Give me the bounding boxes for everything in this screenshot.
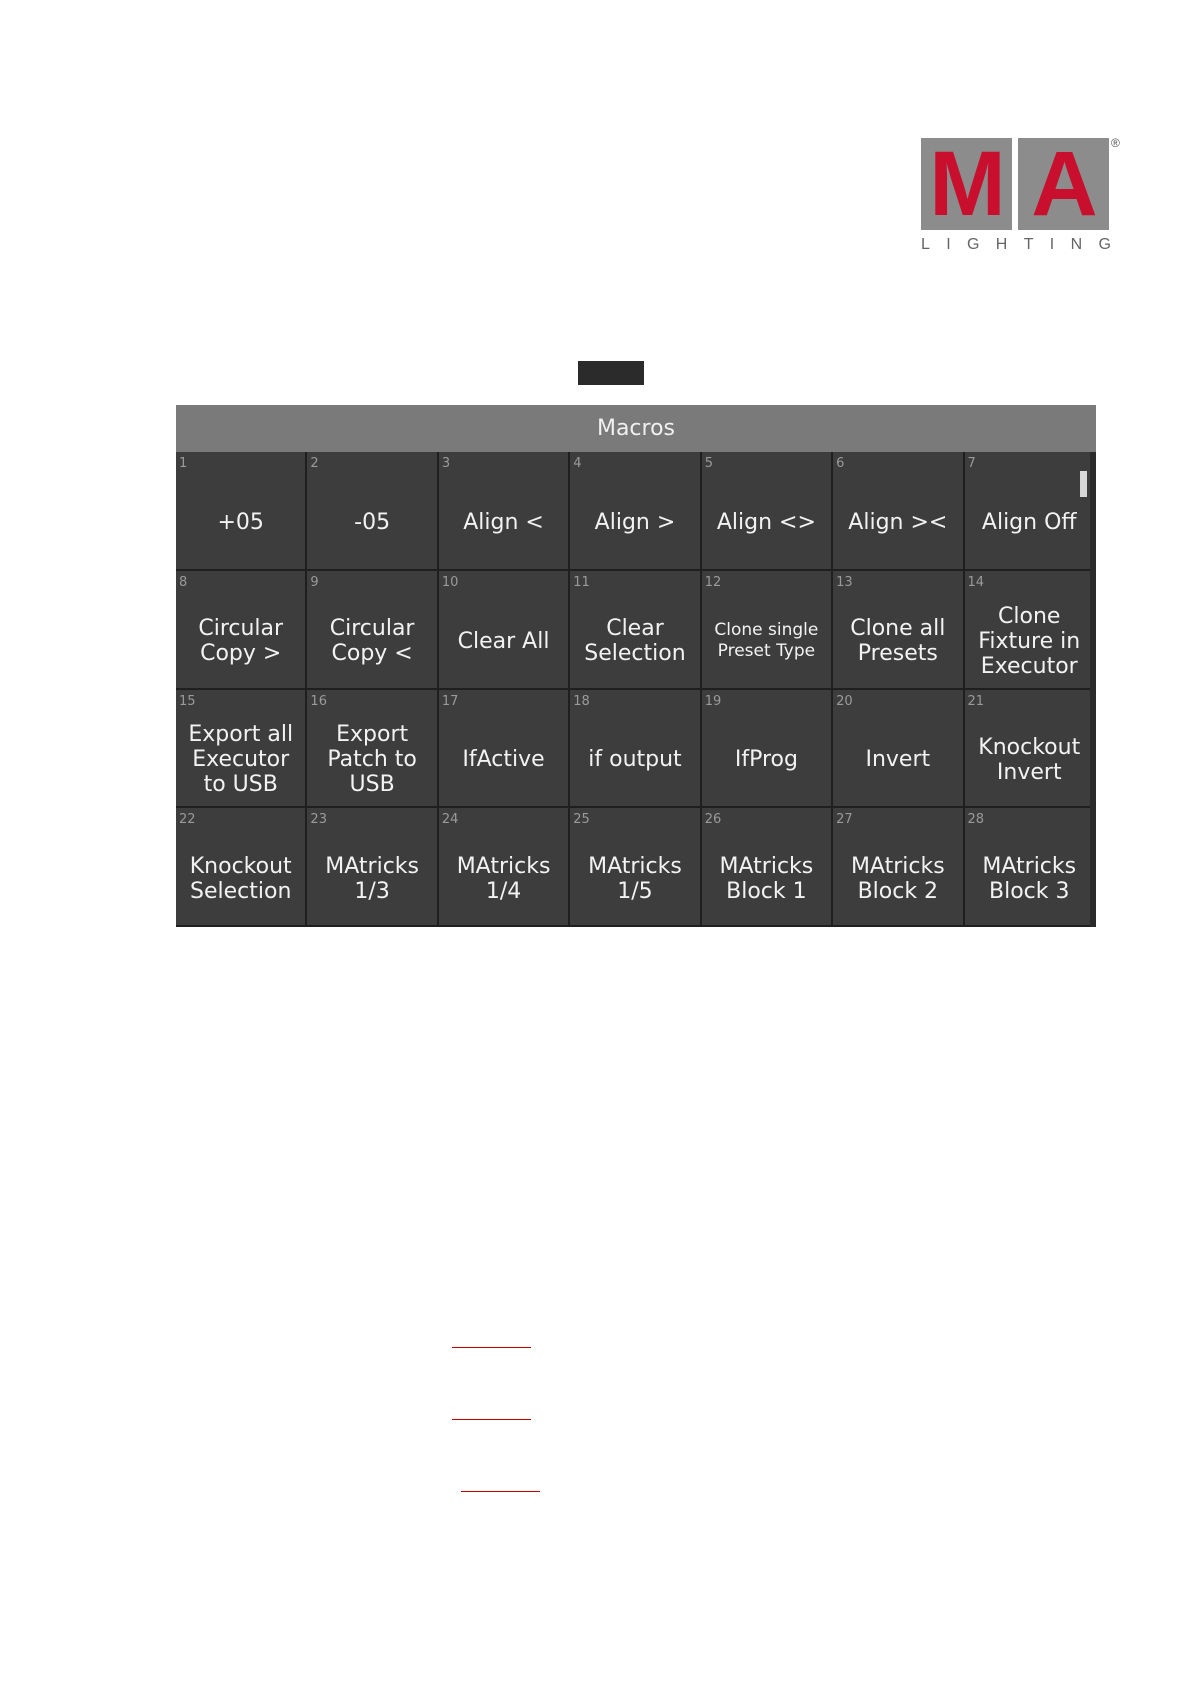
macro-number: 7: [967, 456, 976, 471]
macro-button[interactable]: [833, 452, 964, 571]
logo-letter-a: A: [1018, 138, 1109, 230]
logo-subtitle-letter: I: [1049, 236, 1055, 253]
link-underline: [461, 1491, 540, 1492]
macro-number: 17: [441, 693, 459, 709]
logo-subtitle-letter: I: [946, 236, 951, 253]
macro-button[interactable]: [833, 571, 964, 690]
macro-number: 23: [310, 812, 327, 828]
macro-button[interactable]: [570, 452, 701, 571]
macro-number: 9: [310, 574, 319, 590]
macro-label: Align >: [594, 509, 676, 535]
macro-button[interactable]: [965, 808, 1096, 927]
macro-button[interactable]: [965, 452, 1096, 571]
macro-number: 1: [179, 456, 188, 471]
link-underline: [452, 1347, 531, 1348]
macro-label: Circular Copy <: [329, 616, 415, 667]
macro-number: 28: [967, 812, 985, 828]
macro-button[interactable]: [176, 452, 307, 571]
logo-subtitle-letter: L: [921, 236, 930, 253]
macro-number: 4: [573, 456, 582, 471]
key-button-graphic: [578, 361, 644, 385]
macro-button[interactable]: [439, 808, 570, 927]
macro-button[interactable]: [307, 690, 438, 809]
macro-label: Circular Copy >: [198, 616, 284, 667]
macro-number: 3: [441, 456, 451, 471]
macro-label: Export Patch to USB: [327, 722, 417, 798]
macro-number: 27: [836, 812, 853, 828]
macros-title-bar: Macros: [176, 405, 1096, 452]
logo-letter-m: M: [921, 138, 1012, 230]
macro-button[interactable]: [307, 808, 438, 927]
macro-number: 5: [704, 456, 713, 471]
scrollbar-thumb[interactable]: [1080, 471, 1087, 497]
logo-subtitle-letter: H: [995, 236, 1008, 253]
registered-mark: ®: [1111, 136, 1120, 150]
link-underline: [452, 1419, 531, 1420]
macro-number: 10: [441, 574, 459, 590]
macro-button[interactable]: [570, 571, 701, 690]
scrollbar-track[interactable]: [1090, 452, 1096, 927]
macro-button[interactable]: [702, 571, 833, 690]
macro-button[interactable]: [570, 808, 701, 927]
macro-number: 19: [704, 693, 722, 709]
ma-lighting-logo: [921, 133, 1121, 258]
macro-number: 12: [704, 574, 722, 590]
macros-window: [176, 405, 1096, 927]
macro-label: +05: [217, 509, 264, 535]
macro-label: Align ><: [848, 509, 948, 535]
macro-button[interactable]: [176, 690, 307, 809]
macro-button[interactable]: [833, 808, 964, 927]
macro-label: Export all Executor to USB: [188, 722, 294, 798]
macro-pool-grid: [176, 452, 1096, 927]
macro-label: Clear All: [457, 628, 550, 654]
macro-label: MAtricks 1/5: [588, 853, 682, 904]
macro-label: MAtricks 1/4: [456, 853, 551, 904]
macro-number: 24: [441, 812, 459, 828]
macro-number: 25: [573, 812, 590, 828]
macro-number: 8: [179, 574, 188, 590]
macro-button[interactable]: [439, 690, 570, 809]
macro-label: -05: [354, 509, 391, 535]
macro-label: Knockout Invert: [978, 734, 1081, 785]
macro-button[interactable]: [307, 571, 438, 690]
logo-subtitle-letter: T: [1023, 236, 1034, 253]
macro-number: 26: [704, 812, 722, 828]
macro-button[interactable]: [702, 808, 833, 927]
macro-label: MAtricks 1/3: [325, 853, 419, 904]
macro-button[interactable]: [965, 571, 1096, 690]
macro-button[interactable]: [702, 452, 833, 571]
macro-number: 20: [836, 693, 853, 709]
macro-label: MAtricks Block 3: [982, 853, 1077, 904]
macro-label: Align Off: [981, 509, 1077, 535]
macro-button[interactable]: [176, 571, 307, 690]
macro-number: 2: [310, 456, 319, 471]
macro-number: 22: [179, 812, 196, 828]
macro-label: MAtricks Block 2: [850, 853, 945, 904]
macro-label: Align <: [463, 509, 544, 535]
macro-number: 18: [573, 693, 590, 709]
macro-label: MAtricks Block 1: [719, 853, 814, 904]
macro-button[interactable]: [965, 690, 1096, 809]
macro-label: IfProg: [734, 747, 798, 773]
macro-label: Clone Fixture in Executor: [978, 603, 1081, 679]
macro-button[interactable]: [307, 452, 438, 571]
macro-label: Invert: [865, 747, 931, 773]
macro-button[interactable]: [833, 690, 964, 809]
logo-subtitle-letter: N: [1070, 236, 1083, 253]
macro-number: 15: [179, 693, 196, 709]
macro-button[interactable]: [176, 808, 307, 927]
macro-button[interactable]: [439, 571, 570, 690]
macro-number: 16: [310, 693, 327, 709]
macro-label: Align <>: [716, 509, 816, 535]
macro-number: 6: [836, 456, 845, 471]
macro-number: 13: [836, 574, 853, 590]
logo-subtitle-letter: G: [967, 236, 980, 253]
macro-label: IfActive: [462, 747, 545, 773]
macro-number: 21: [967, 693, 985, 709]
macro-number: 14: [967, 574, 985, 590]
macro-label: Clear Selection: [584, 616, 686, 667]
macro-label: if output: [588, 747, 682, 773]
macro-label: Knockout Selection: [189, 853, 292, 904]
logo-subtitle-letter: G: [1098, 236, 1111, 253]
macro-button[interactable]: [570, 690, 701, 809]
macro-label: Clone all Presets: [850, 616, 946, 667]
macro-button[interactable]: [702, 690, 833, 809]
logo-subtitle: [921, 236, 1111, 254]
macro-button[interactable]: [439, 452, 570, 571]
macro-number: 11: [573, 574, 590, 590]
macro-label: Clone single Preset Type: [714, 620, 819, 662]
